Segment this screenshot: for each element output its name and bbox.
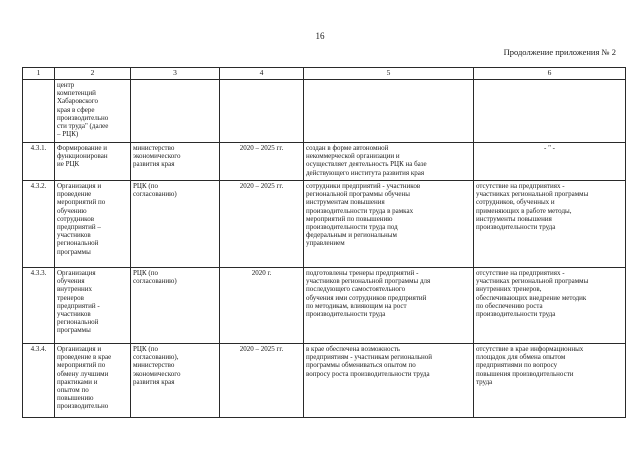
measures-table: [22, 67, 626, 418]
result-cell: создан в форме автономной некоммерческой организации и осуществляет деятельность РЦК на базе действующего института развития края: [304, 143, 474, 181]
activity-cell: центр компетенций Хабаровского края в сфере производительно сти труда" (далее – РЦК): [55, 80, 131, 143]
problem-cell: - " -: [474, 143, 626, 181]
page-number: 16: [315, 31, 325, 41]
executor-cell: [131, 80, 220, 143]
table-row: [23, 80, 626, 143]
period-cell: [220, 80, 304, 143]
executor-cell: РЦК (по согласованию), министерство экономического развития края: [131, 344, 220, 418]
column-header: 2: [55, 68, 131, 80]
period-cell: 2020 – 2025 гг.: [220, 143, 304, 181]
table-row: [23, 344, 626, 418]
period-cell: 2020 – 2025 гг.: [220, 344, 304, 418]
problem-cell: отсутствие на предприятиях - участниках региональной программы сотрудников, обученных и применяющих в работе методы, инструменты повышения производительности труда: [474, 181, 626, 268]
row-number: 4.3.2.: [23, 181, 55, 268]
row-number: 4.3.4.: [23, 344, 55, 418]
appendix-title: Продолжение приложения № 2: [503, 47, 616, 57]
executor-cell: РЦК (по согласованию): [131, 181, 220, 268]
activity-cell: Организация и проведение в крае мероприятий по обмену лучшими практиками и опытом по повышению производительно: [55, 344, 131, 418]
executor-cell: РЦК (по согласованию): [131, 268, 220, 344]
header-row: [23, 68, 626, 80]
period-cell: 2020 г.: [220, 268, 304, 344]
problem-cell: отсутствие в крае информационных площадок для обмена опытом предприятиями по вопросу повышения производительности труда: [474, 344, 626, 418]
table-row: [23, 181, 626, 268]
executor-cell: министерство экономического развития края: [131, 143, 220, 181]
column-header: 1: [23, 68, 55, 80]
result-cell: сотрудники предприятий - участников региональной программы обучены инструментам повышения производительности труда в рамках мероприятий по повышению производительности труда под федеральным и региональным управлением: [304, 181, 474, 268]
column-header: 3: [131, 68, 220, 80]
result-cell: в крае обеспечена возможность предприятиям - участникам региональной программы обмениваться опытом по вопросу роста производительности труда: [304, 344, 474, 418]
period-cell: 2020 – 2025 гг.: [220, 181, 304, 268]
column-header: 4: [220, 68, 304, 80]
problem-cell: [474, 80, 626, 143]
result-cell: [304, 80, 474, 143]
table-row: [23, 143, 626, 181]
result-cell: подготовлены тренеры предприятий - участников региональной программы для последующего самостоятельного обучения ими сотрудников предприятий по методикам, влияющим на рост производительности труда: [304, 268, 474, 344]
row-number: [23, 80, 55, 143]
table-row: [23, 268, 626, 344]
activity-cell: Организация и проведение мероприятий по обучению сотрудников предприятий – участников региональной программы: [55, 181, 131, 268]
problem-cell: отсутствие на предприятиях - участниках региональной программы внутренних тренеров, обеспечивающих внедрение методик по обеспечению роста производительности труда: [474, 268, 626, 344]
activity-cell: Формирование и функционирован ие РЦК: [55, 143, 131, 181]
row-number: 4.3.1.: [23, 143, 55, 181]
activity-cell: Организация обучения внутренних тренеров предприятий - участников региональной программы: [55, 268, 131, 344]
column-header: 5: [304, 68, 474, 80]
row-number: 4.3.3.: [23, 268, 55, 344]
column-header: 6: [474, 68, 626, 80]
